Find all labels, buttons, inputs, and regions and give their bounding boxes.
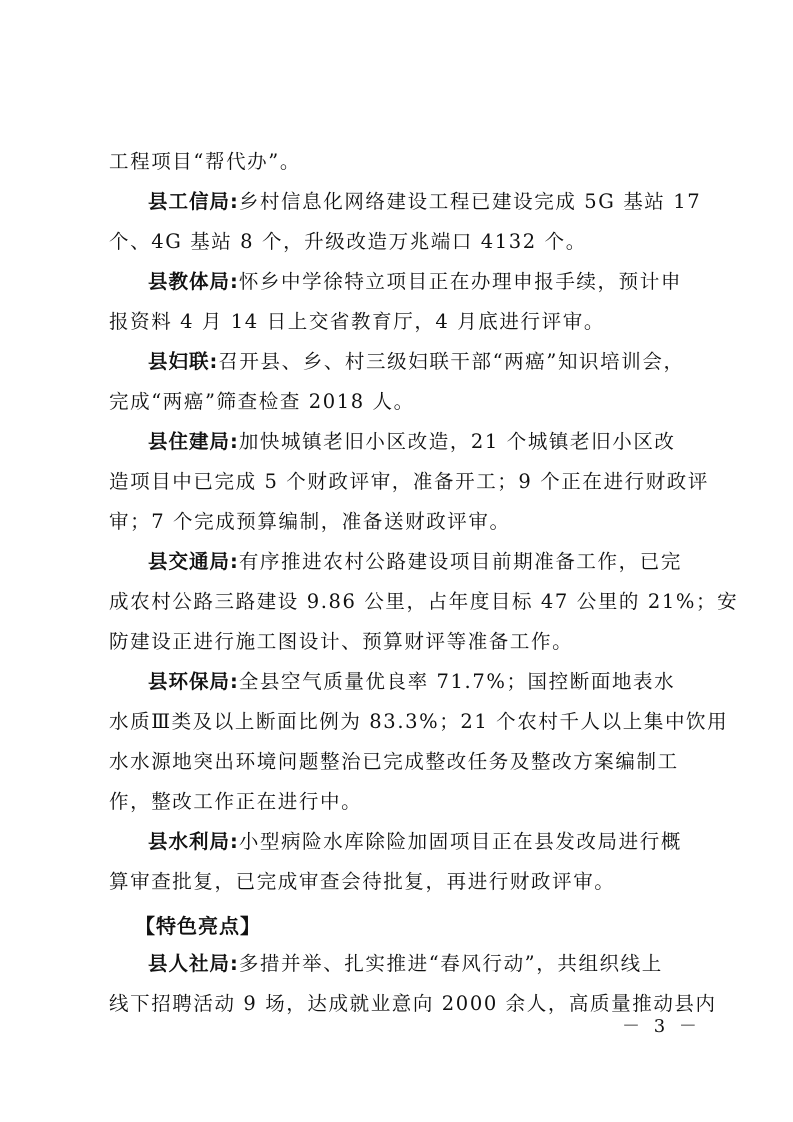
page-number: － 3 －: [622, 1016, 701, 1037]
department-label: 县交通局:: [148, 550, 239, 573]
paragraph-line: 完成“两癌”筛查检查 2018 人。: [109, 390, 415, 413]
department-label: 县教体局:: [148, 270, 239, 293]
paragraph-line: 工程项目“帮代办”。: [109, 150, 301, 173]
paragraph-text: 小型病险水库除险加固项目正在县发改局进行概: [238, 830, 682, 853]
paragraph-line: 防建设正进行施工图设计、预算财评等准备工作。: [109, 630, 574, 653]
paragraph-line: 造项目中已完成 5 个财政评审，准备开工；9 个正在进行财政评: [109, 470, 710, 493]
paragraph-huanbao: [148, 662, 699, 702]
paragraph-line: 报资料 4 月 14 日上交省教育厅，4 月底进行评审。: [109, 310, 605, 333]
paragraph-text: 全县空气质量优良率 71.7%；国控断面地表水: [238, 670, 676, 693]
paragraph-line: 审；7 个完成预算编制，准备送财政评审。: [109, 510, 511, 533]
paragraph-line: 线下招聘活动 9 场，达成就业意向 2000 余人，高质量推动县内: [109, 992, 717, 1015]
paragraph-shuili: [148, 822, 699, 862]
paragraph-line: 作，整改工作正在进行中。: [109, 790, 363, 813]
paragraph-line: 算审查批复，已完成审查会待批复，再进行财政评审。: [109, 870, 616, 893]
paragraph-line: 成农村公路三路建设 9.86 公里，占年度目标 47 公里的 21%；安: [109, 590, 739, 613]
paragraph-text: 有序推进农村公路建设项目前期准备工作，已完: [238, 550, 682, 573]
paragraph-text: 召开县、乡、村三级妇联干部“两癌”知识培训会，: [218, 350, 685, 373]
department-label: 县环保局:: [148, 670, 239, 693]
department-label: 县工信局:: [148, 190, 239, 213]
paragraph-line: 水水源地突出环境问题整治已完成整改任务及整改方案编制工: [109, 750, 679, 773]
paragraph-jiaoti: [148, 262, 699, 302]
paragraph-text: 怀乡中学徐特立项目正在办理申报手续，预计申: [238, 270, 682, 293]
paragraph-line: 水质Ⅲ类及以上断面比例为 83.3%；21 个农村千人以上集中饮用: [109, 710, 729, 733]
department-label: 县妇联:: [148, 350, 219, 373]
paragraph-text: 乡村信息化网络建设工程已建设完成 5G 基站 17: [238, 190, 702, 213]
department-label: 县水利局:: [148, 830, 239, 853]
department-label: 县人社局:: [148, 952, 239, 975]
department-label: 县住建局:: [148, 430, 239, 453]
paragraph-gongxin: [148, 182, 702, 222]
paragraph-line: 个、4G 基站 8 个，升级改造万兆端口 4132 个。: [109, 230, 587, 253]
section-heading: 【特色亮点】: [135, 914, 261, 938]
paragraph-text: 加快城镇老旧小区改造，21 个城镇老旧小区改: [238, 430, 676, 453]
paragraph-zhujian: [148, 422, 699, 462]
paragraph-fulian: [148, 342, 699, 382]
paragraph-jiaotong: [148, 542, 699, 582]
paragraph-renshe: [148, 944, 699, 984]
paragraph-text: 多措并举、扎实推进“春风行动”，共组织线上: [238, 952, 663, 975]
